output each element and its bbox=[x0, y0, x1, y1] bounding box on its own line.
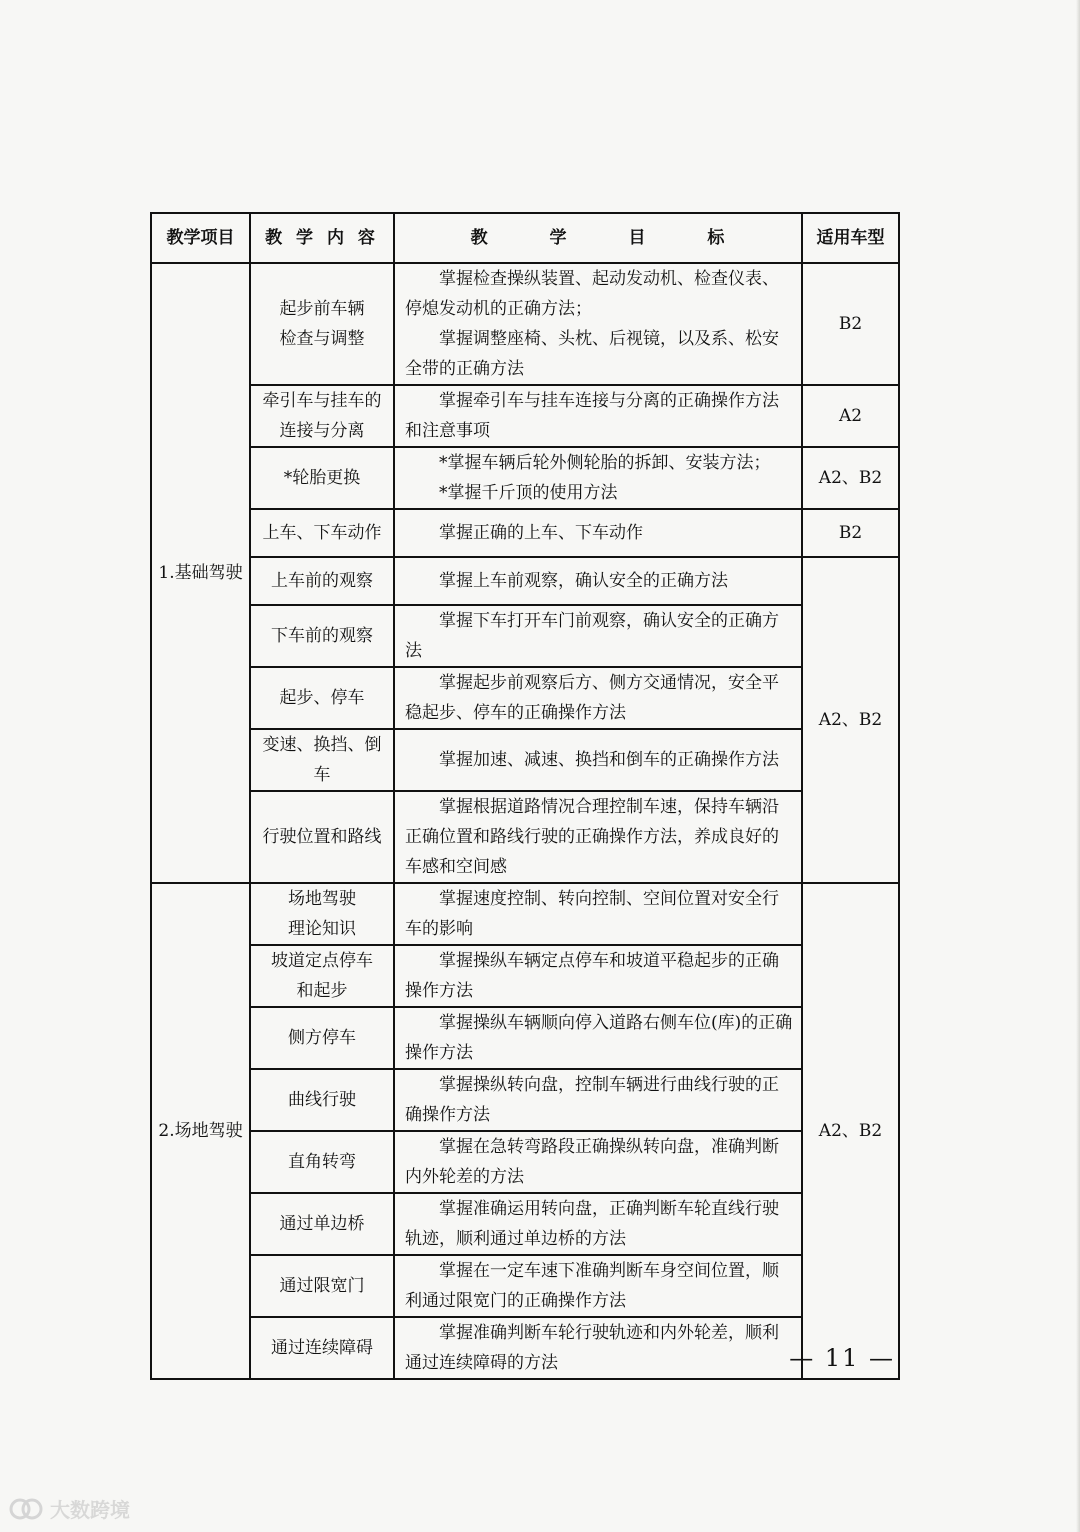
watermark-logo bbox=[8, 1494, 130, 1523]
objective-cell bbox=[394, 1131, 802, 1193]
vehicle-cell: B2 bbox=[802, 509, 899, 557]
objective-text: 掌握操纵车辆顺向停入道路右侧车位(库)的正确操作方法 bbox=[405, 1013, 793, 1063]
objective-cell bbox=[394, 1069, 802, 1131]
objective-text: *掌握千斤顶的使用方法 bbox=[439, 483, 618, 503]
header-content: 教 学 内 容 bbox=[250, 213, 394, 263]
table-row bbox=[151, 729, 899, 791]
project-cell: 2.场地驾驶 bbox=[151, 883, 250, 1379]
header-row bbox=[151, 213, 899, 263]
content-cell: 上车、下车动作 bbox=[250, 509, 394, 557]
objective-cell bbox=[394, 557, 802, 605]
header-project: 教学项目 bbox=[151, 213, 250, 263]
table-row bbox=[151, 447, 899, 509]
vehicle-cell: B2 bbox=[802, 263, 899, 385]
table-row bbox=[151, 557, 899, 605]
objective-cell bbox=[394, 447, 802, 509]
content-cell: 起步、停车 bbox=[250, 667, 394, 729]
table-row bbox=[151, 1317, 899, 1379]
vehicle-cell: A2、B2 bbox=[802, 557, 899, 883]
table-row bbox=[151, 1193, 899, 1255]
objective-text: 掌握起步前观察后方、侧方交通情况，安全平稳起步、停车的正确操作方法 bbox=[405, 673, 779, 723]
content-cell: 牵引车与挂车的 连接与分离 bbox=[250, 385, 394, 447]
objective-text: 掌握检查操纵装置、起动发动机、检查仪表、停熄发动机的正确方法； bbox=[405, 269, 779, 319]
table-row bbox=[151, 1131, 899, 1193]
table-body bbox=[151, 263, 899, 1379]
content-cell: 变速、换挡、倒车 bbox=[250, 729, 394, 791]
objective-text: 掌握下车打开车门前观察，确认安全的正确方法 bbox=[405, 611, 779, 661]
scan-edge bbox=[1076, 0, 1080, 1532]
table-row bbox=[151, 385, 899, 447]
objective-text: 掌握正确的上车、下车动作 bbox=[439, 523, 643, 543]
content-cell: 通过限宽门 bbox=[250, 1255, 394, 1317]
content-cell: 行驶位置和路线 bbox=[250, 791, 394, 883]
watermark-icon bbox=[8, 1495, 44, 1523]
objective-text: 掌握加速、减速、换挡和倒车的正确操作方法 bbox=[439, 750, 779, 770]
table-row bbox=[151, 605, 899, 667]
watermark-text: 大数跨境 bbox=[50, 1498, 130, 1522]
content-cell: 上车前的观察 bbox=[250, 557, 394, 605]
objective-text: 掌握根据道路情况合理控制车速，保持车辆沿正确位置和路线行驶的正确操作方法，养成良好的车感和空间感 bbox=[405, 797, 779, 877]
objective-text: 掌握调整座椅、头枕、后视镜，以及系、松安全带的正确方法 bbox=[405, 329, 779, 379]
objective-cell bbox=[394, 263, 802, 385]
objective-text: 掌握在一定车速下准确判断车身空间位置，顺利通过限宽门的正确操作方法 bbox=[405, 1261, 779, 1311]
objective-cell bbox=[394, 1007, 802, 1069]
header-vehicle: 适用车型 bbox=[802, 213, 899, 263]
table-row bbox=[151, 1255, 899, 1317]
objective-text: 掌握牵引车与挂车连接与分离的正确操作方法和注意事项 bbox=[405, 391, 779, 441]
table-row bbox=[151, 667, 899, 729]
objective-cell bbox=[394, 883, 802, 945]
table-row bbox=[151, 509, 899, 557]
table-row bbox=[151, 791, 899, 883]
content-cell: 曲线行驶 bbox=[250, 1069, 394, 1131]
objective-cell bbox=[394, 1193, 802, 1255]
objective-cell bbox=[394, 667, 802, 729]
objective-text: 掌握准确运用转向盘，正确判断车轮直线行驶轨迹，顺利通过单边桥的方法 bbox=[405, 1199, 779, 1249]
vehicle-cell: A2 bbox=[802, 385, 899, 447]
objective-cell bbox=[394, 791, 802, 883]
content-cell: 下车前的观察 bbox=[250, 605, 394, 667]
objective-text: 掌握在急转弯路段正确操纵转向盘，准确判断内外轮差的方法 bbox=[405, 1137, 779, 1187]
objective-cell bbox=[394, 605, 802, 667]
objective-text: 掌握上车前观察，确认安全的正确方法 bbox=[439, 571, 728, 591]
table-row bbox=[151, 263, 899, 385]
table-row bbox=[151, 1069, 899, 1131]
objective-text: 掌握准确判断车轮行驶轨迹和内外轮差，顺利通过连续障碍的方法 bbox=[405, 1323, 779, 1373]
objective-text: 掌握速度控制、转向控制、空间位置对安全行车的影响 bbox=[405, 889, 779, 939]
content-cell: 通过连续障碍 bbox=[250, 1317, 394, 1379]
header-objective: 教 学 目 标 bbox=[394, 213, 802, 263]
vehicle-cell: A2、B2 bbox=[802, 883, 899, 1379]
objective-text: 掌握操纵转向盘，控制车辆进行曲线行驶的正确操作方法 bbox=[405, 1075, 779, 1125]
objective-text: 掌握操纵车辆定点停车和坡道平稳起步的正确操作方法 bbox=[405, 951, 779, 1001]
objective-cell bbox=[394, 729, 802, 791]
content-cell: 通过单边桥 bbox=[250, 1193, 394, 1255]
table-row bbox=[151, 883, 899, 945]
content-cell: 坡道定点停车 和起步 bbox=[250, 945, 394, 1007]
syllabus-table bbox=[150, 212, 900, 1380]
table-row bbox=[151, 1007, 899, 1069]
content-cell: 直角转弯 bbox=[250, 1131, 394, 1193]
objective-cell bbox=[394, 945, 802, 1007]
objective-cell bbox=[394, 1317, 802, 1379]
objective-cell bbox=[394, 385, 802, 447]
content-cell: *轮胎更换 bbox=[250, 447, 394, 509]
vehicle-cell: A2、B2 bbox=[802, 447, 899, 509]
content-cell: 侧方停车 bbox=[250, 1007, 394, 1069]
objective-cell bbox=[394, 509, 802, 557]
project-cell: 1.基础驾驶 bbox=[151, 263, 250, 883]
content-cell: 场地驾驶 理论知识 bbox=[250, 883, 394, 945]
objective-text: *掌握车辆后轮外侧轮胎的拆卸、安装方法； bbox=[439, 453, 771, 473]
page-number: — 11 — bbox=[789, 1344, 895, 1372]
table-row bbox=[151, 945, 899, 1007]
content-cell: 起步前车辆 检查与调整 bbox=[250, 263, 394, 385]
objective-cell bbox=[394, 1255, 802, 1317]
